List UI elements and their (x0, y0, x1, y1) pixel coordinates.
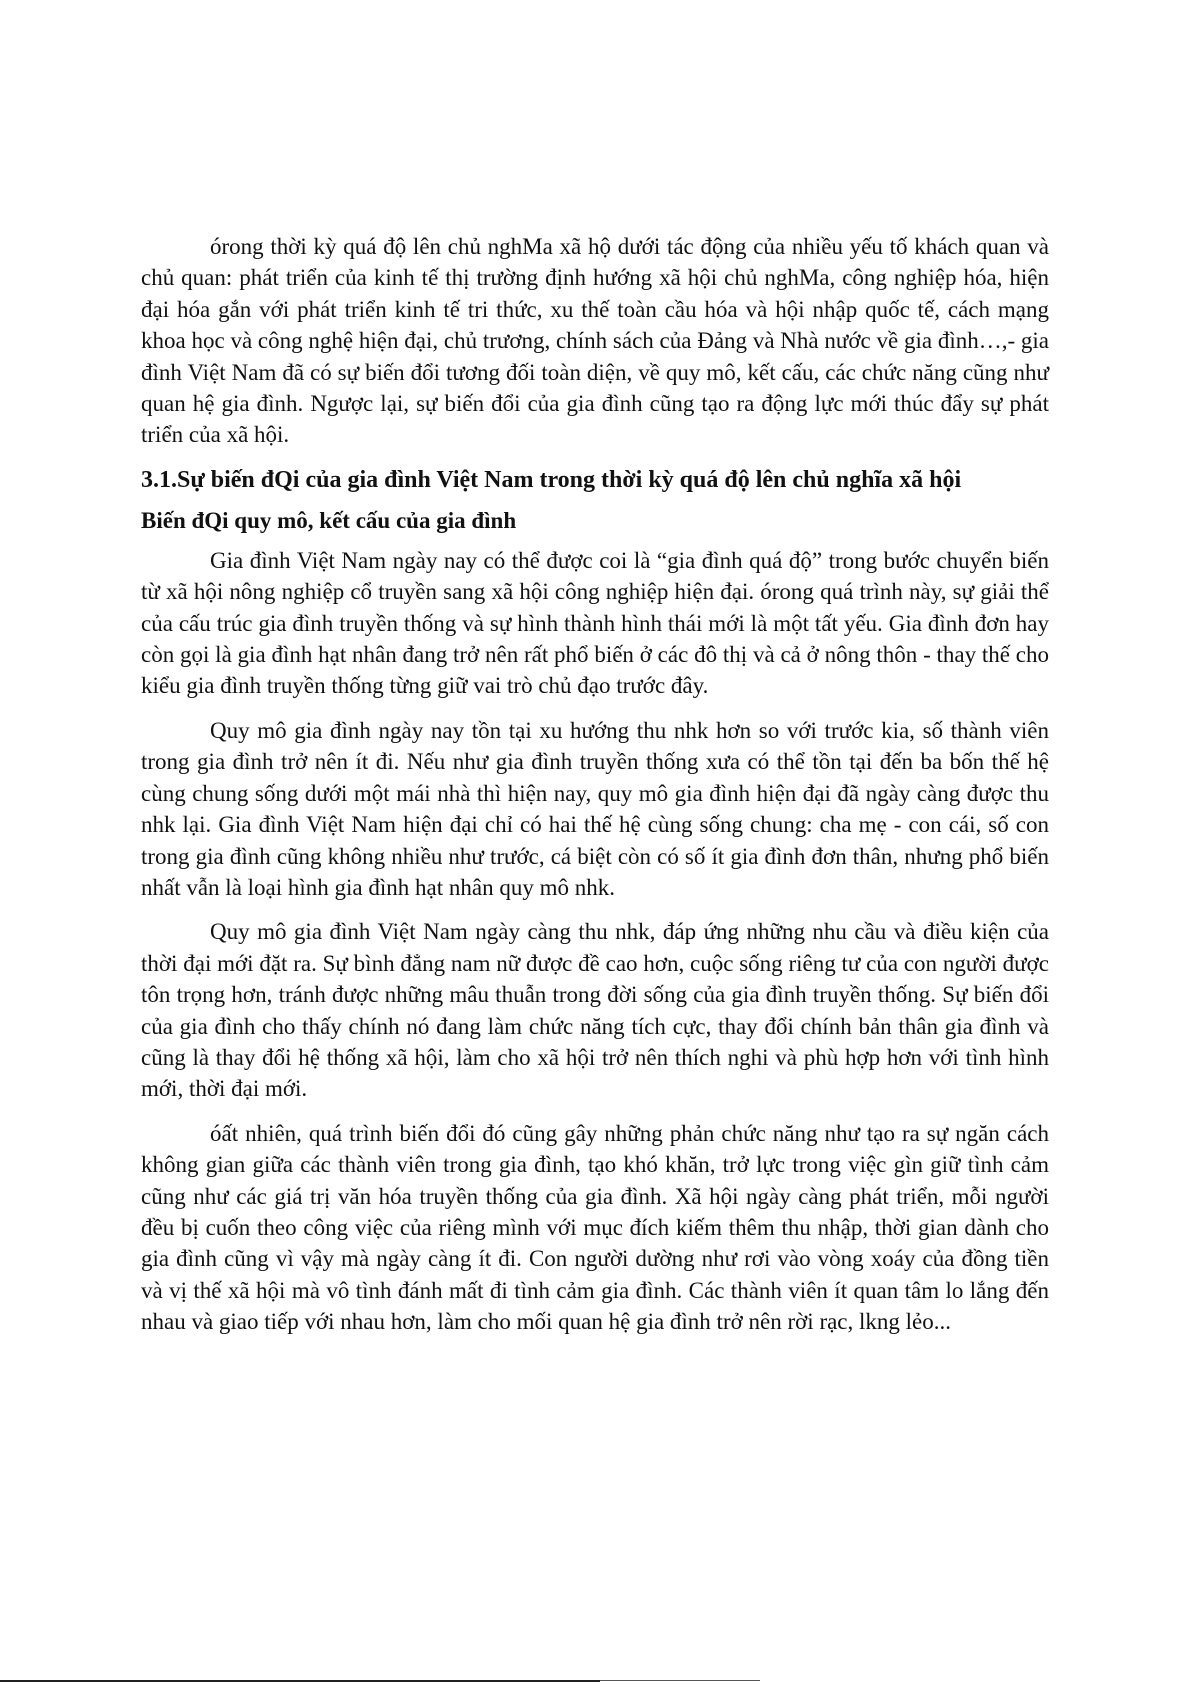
page-content (141, 231, 1049, 1351)
body-paragraph: Gia đình Việt Nam ngày nay có thể được coi là “gia đình quá độ” trong bước chuyển biến từ xã hội nông nghiệp cổ truyền sang xã hội công nghiệp hiện đại. órong quá trình này, sự giải thể của cấu trúc gia đình truyền thống và sự hình thành hình thái mới là một tất yếu. Gia đình đơn hay còn gọi là gia đình hạt nhân đang trở nên rất phổ biến ở các đô thị và cả ở nông thôn - thay thế cho kiểu gia đình truyền thống từng giữ vai trò chủ đạo trước đây. (141, 547, 1049, 699)
subsection-heading: Biến đQi quy mô, kết cấu của gia đình (141, 507, 517, 533)
footer-rule-extension (600, 1680, 760, 1681)
body-paragraph: Quy mô gia đình Việt Nam ngày càng thu nhk, đáp ứng những nhu cầu và điều kiện của thời đại mới đặt ra. Sự bình đẳng nam nữ được đề cao hơn, cuộc sống riêng tư của con người được tôn trọng hơn, tránh được những mâu thuẫn trong đời sống của gia đình truyền thống. Sự biến đổi của gia đình cho thấy chính nó đang làm chức năng tích cực, thay đổi chính bản thân gia đình và cũng là thay đổi hệ thống xã hội, làm cho xã hội trở nên thích nghi và phù hợp hơn với tình hình mới, thời đại mới. (141, 919, 1049, 1102)
body-paragraph: óất nhiên, quá trình biến đổi đó cũng gây những phản chức năng như tạo ra sự ngăn cách không gian giữa các thành viên trong gia đình, tạo khó khăn, trở lực trong việc gìn giữ tình cảm cũng như các giá trị văn hóa truyền thống của gia đình. Xã hội ngày càng phát triển, mỗi người đều bị cuốn theo công việc của riêng mình với mục đích kiếm thêm thu nhập, thời gian dành cho gia đình cũng vì vậy mà ngày càng ít đi. Con người dường như rơi vào vòng xoáy của đồng tiền và vị thế xã hội mà vô tình đánh mất đi tình cảm gia đình. Các thành viên ít quan tâm lo lắng đến nhau và giao tiếp với nhau hơn, làm cho mối quan hệ gia đình trở nên rời rạc, lkng lẻo... (141, 1120, 1049, 1335)
footer-rule (0, 1680, 600, 1682)
intro-paragraph: órong thời kỳ quá độ lên chủ nghMa xã hộ dưới tác động của nhiều yếu tố khách quan và chủ quan: phát triển của kinh tế thị trường định hướng xã hội chủ nghMa, công nghiệp hóa, hiện đại hóa gắn với phát triển kinh tế tri thức, xu thế toàn cầu hóa và hội nhập quốc tế, cách mạng khoa học và công nghệ hiện đại, chủ trương, chính sách của Đảng và Nhà nước về gia đình…,- gia đình Việt Nam đã có sự biến đổi tương đối toàn diện, về quy mô, kết cấu, các chức năng cũng như quan hệ gia đình. Ngược lại, sự biến đổi của gia đình cũng tạo ra động lực mới thúc đẩy sự phát triển của xã hội. (141, 234, 1049, 448)
body-paragraph: Quy mô gia đình ngày nay tồn tại xu hướng thu nhk hơn so với trước kia, số thành viên trong gia đình trở nên ít đi. Nếu như gia đình truyền thống xưa có thể tồn tại đến ba bốn thế hệ cùng chung sống dưới một mái nhà thì hiện nay, quy mô gia đình hiện đại đã ngày càng được thu nhk lại. Gia đình Việt Nam hiện đại chỉ có hai thế hệ cùng sống chung: cha mẹ - con cái, số con trong gia đình cũng không nhiều như trước, cá biệt còn có số ít gia đình đơn thân, nhưng phổ biến nhất vẫn là loại hình gia đình hạt nhân quy mô nhk. (141, 717, 1049, 900)
section-heading: 3.1.Sự biến đQi của gia đình Việt Nam trong thời kỳ quá độ lên chủ nghĩa xã hội (141, 466, 962, 493)
